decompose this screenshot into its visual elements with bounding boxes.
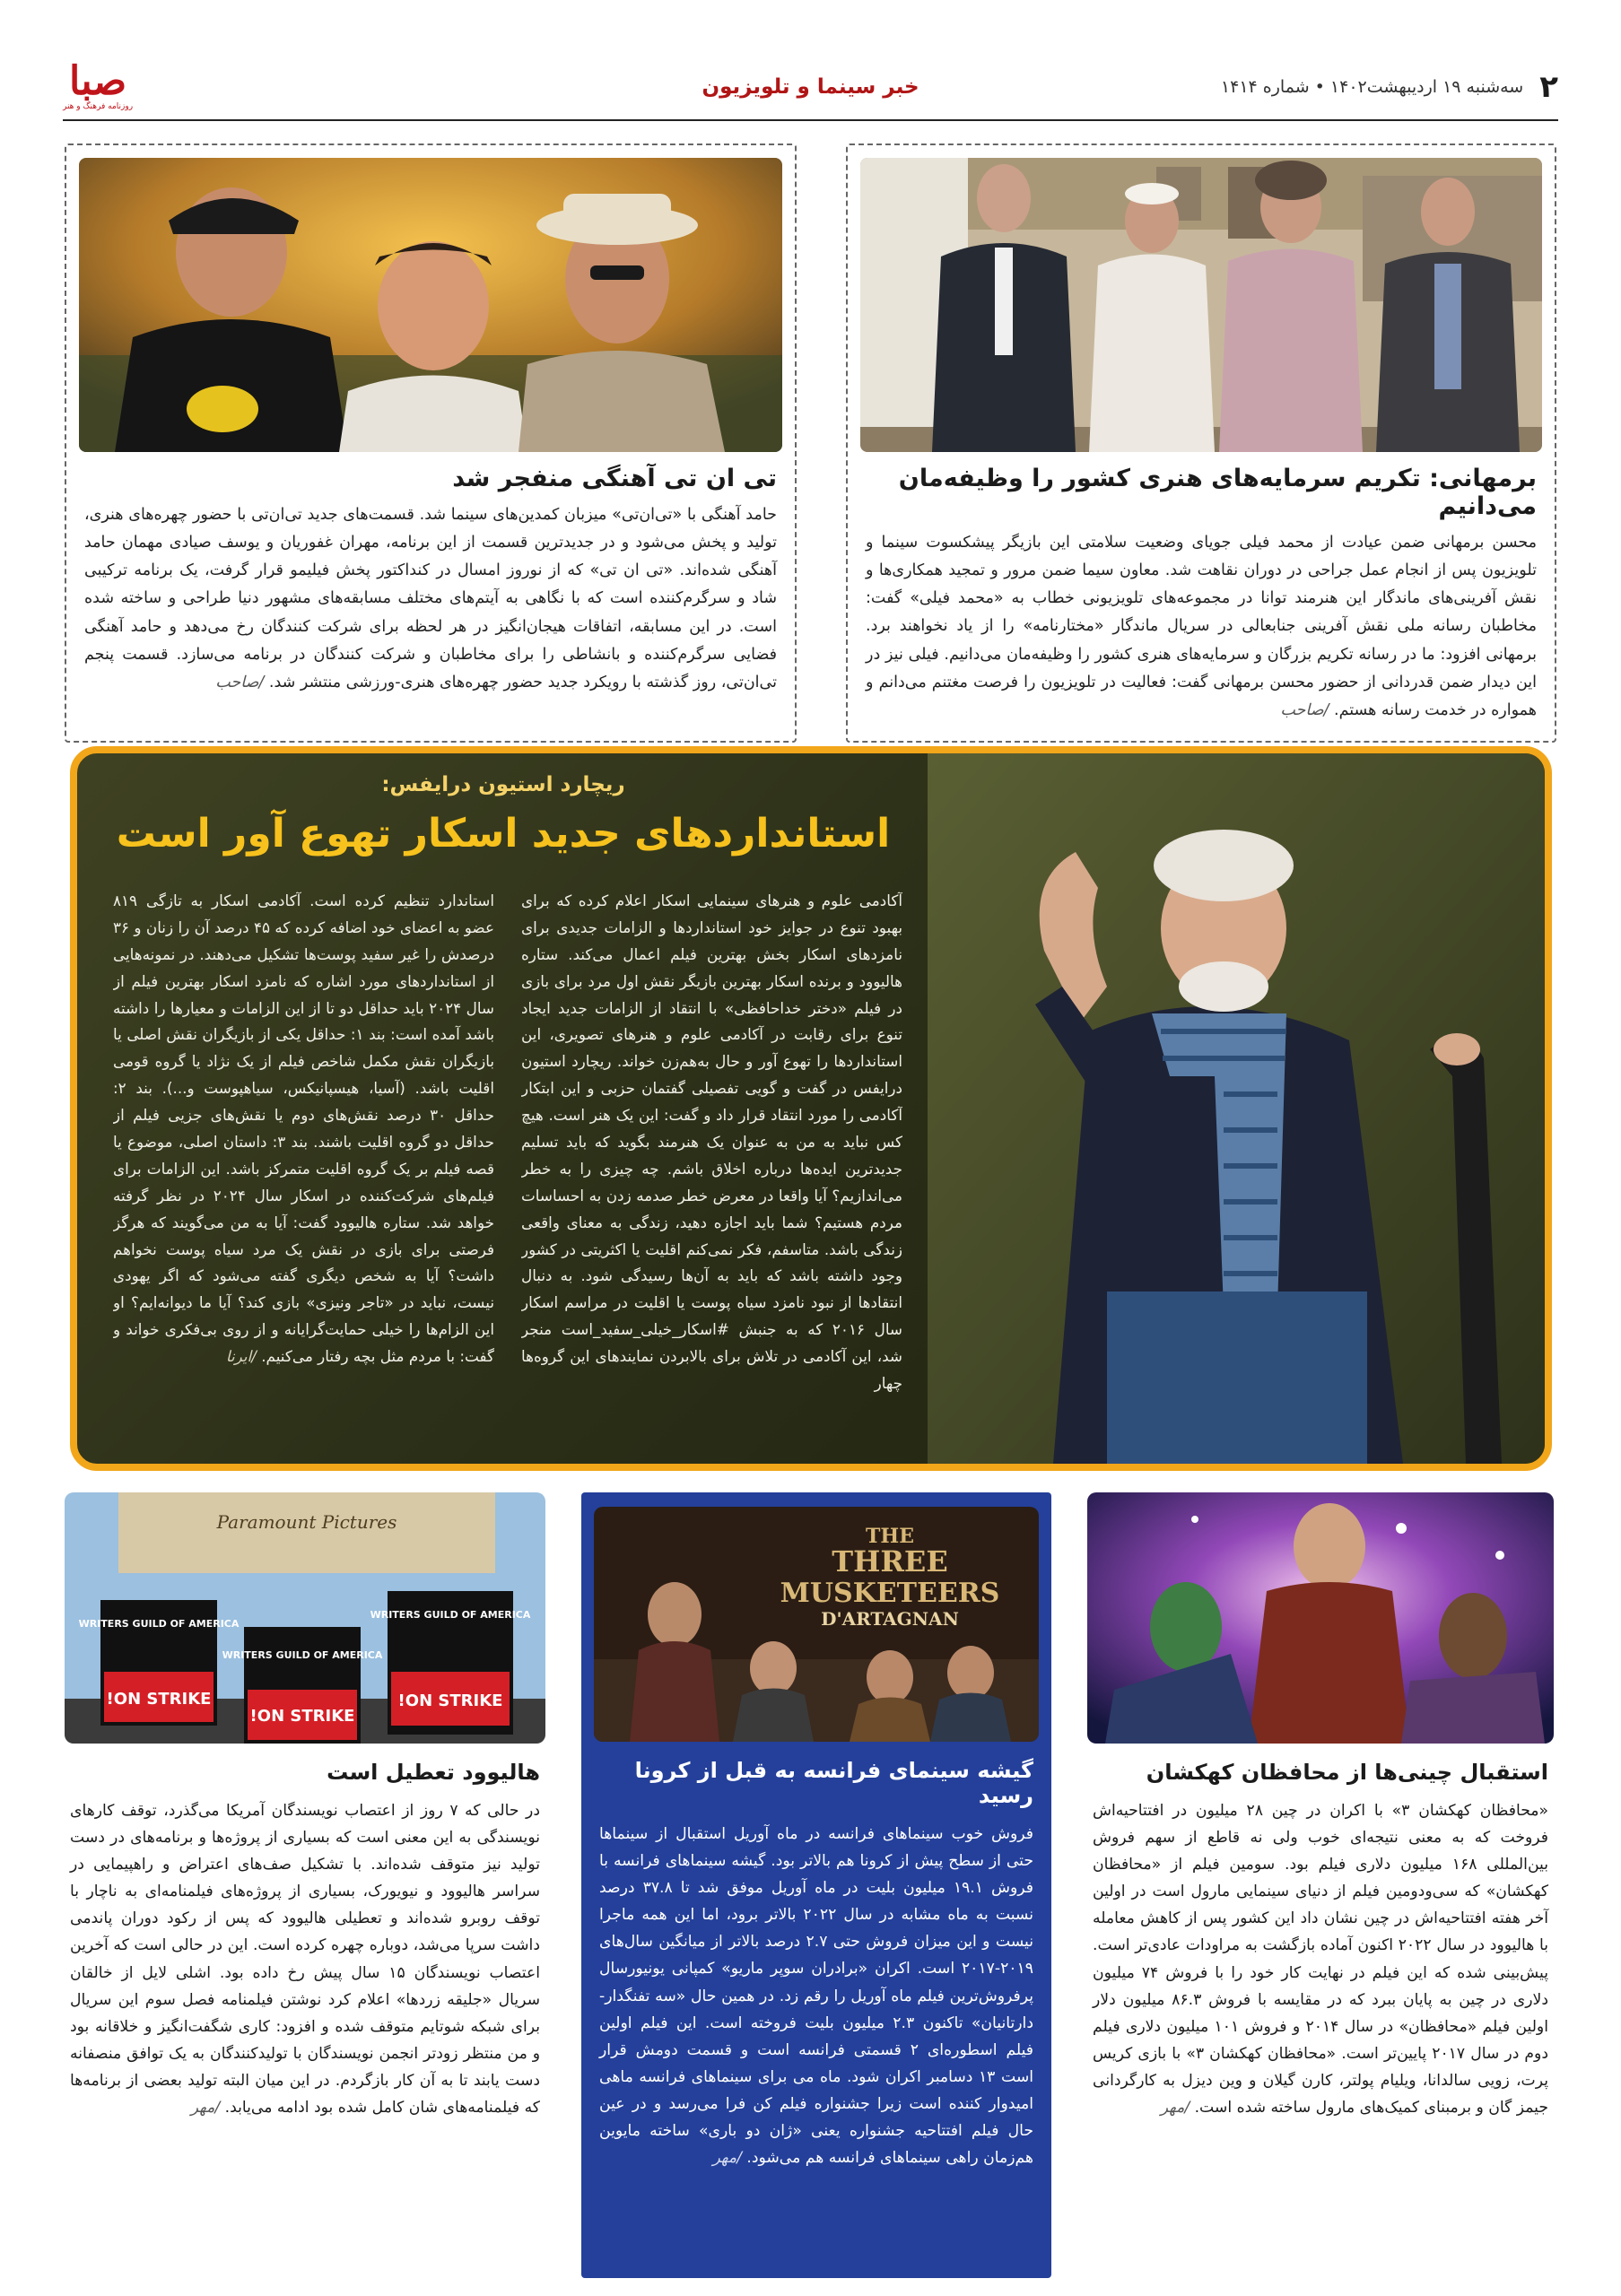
poster-title-musketeers: MUSKETEERS: [780, 1578, 1000, 1609]
musketeers-poster: [594, 1507, 1039, 1742]
header-meta: [1221, 69, 1558, 105]
visit-photo-illustration: [860, 158, 1542, 452]
guardians-poster: [1087, 1492, 1554, 1744]
musketeers-illustration: [594, 1507, 1039, 1742]
sign-3-strike: ON STRIKE!: [397, 1692, 503, 1710]
blue-box: [581, 1492, 1051, 2278]
tnt-photo-illustration: [79, 158, 782, 452]
poster-title-three: THREE: [832, 1544, 948, 1578]
strike-sign-2: [222, 1627, 383, 1744]
feature-title: استانداردهای جدید اسکار تهوع آور است: [116, 811, 891, 857]
sign-2-guild: WRITERS GUILD OF AMERICA: [222, 1649, 383, 1661]
page-number: ۲: [1539, 68, 1558, 105]
body-text: فروش خوب سینماهای فرانسه در ماه آوریل استقبال از سینماها حتی از سطح پیش از کرونا هم بالاتر بود. گیشه سینماهای فرانسه با فروش ۱۹.۱ میلیون بلیت در ماه آوریل موفق شد تا ۳۷.۸ درصد نسبت به ماه مشابه در سال ۲۰۲۲ بالاتر برود، اما این همه ماجرا نیست و این میزان فروش حتی ۲.۷ درصد بالاتر از میانگین سال‌های ۲۰۱۹-۲۰۱۷ است. اکران «برادران سوپر ماریو» کمپانی یونیورسال پرفروش‌ترین فیلم ماه آوریل را رقم زد. در همین حال «سه تفنگدار-دارتانیان» تاکنون ۲.۳ میلیون بلیت فروخته است. این فیلم اولین فیلم اسطوره‌ای ۲ قسمتی فرانسه است و قسمت دومش قرار است ۱۳ دسامبر اکران شود. ماه می برای سینماهای فرانسه ماهی امیدوار کننده است زیرا جشنواره فیلم کن فرا می‌رسد و در عین حال فیلم افتتاحیه جشنواره یعنی «ژان دو باری» ساخته مایوین هم‌زمان راهی سینماهای فرانسه هم می‌شود.: [599, 1825, 1033, 2168]
sign-1-guild: WRITERS GUILD OF AMERICA: [78, 1618, 240, 1630]
feature-columns: [113, 888, 902, 1448]
headline: گیشه سینمای فرانسه به قبل از کرونا رسید: [634, 1758, 1033, 1808]
dreyfuss-illustration: [928, 753, 1552, 1464]
headline: برمهانی: تکریم سرمایه‌های هنری کشور را وظیفه‌مان می‌دانیم: [898, 465, 1537, 520]
feature-column-right: آکادمی علوم و هنرهای سینمایی اسکار اعلام کرده که برای بهبود تنوع در جوایز خود استانداردها و الزامات جدیدی برای نامزدهای اسکار بخش بهترین فیلم اعمال می‌کند. ستاره هالیوود و برنده اسکار بهترین بازیگر نقش اول مرد برای بازی در فیلم «دختر خداحافظی» با انتقاد از الزامات جدید ایجاد تنوع برای رقابت در آکادمی علوم و هنرهای تصویری، این استانداردها را تهوع آور و حال به‌هم‌زن خواند. ریچارد استیون درایفس در گفت و گویی تفصیلی گفتمان حزبی و این ابتکار آکادمی را مورد انتقاد قرار داد و گفت: این یک هنر است. هیچ کس نباید به من به عنوان یک هنرمند بگوید که باید تسلیم جدیدترین ایده‌ها درباره اخلاق باشم. چه چیزی را به خطر می‌اندازیم؟ آیا واقعا در معرض خطر صدمه زدن به احساسات مردم هستیم؟ شما باید اجازه دهید، زندگی به معنای واقعی زندگی باشد. متاسفم، فکر نمی‌کنم اقلیت یا اکثریتی در کشور وجود داشته باشد که باید به آن‌ها رسیدگی شود. به دنبال انتقادها از نبود نامزد سیاه پوست یا اقلیت در مراسم اسکار سال ۲۰۱۶ که به جنبش #اسکار_خیلی_سفید_است منجر شد، این آکادمی در تلاش برای بالابردن نمایندهای این گروه‌ها چهار: [521, 891, 902, 1393]
article-body: [594, 1821, 1039, 2171]
story-top-right: [846, 144, 1556, 743]
strike-sign-3: [370, 1591, 531, 1735]
guardians-illustration: [1087, 1492, 1554, 1744]
story-bottom-middle: [581, 1492, 1051, 2278]
body-text: استاندارد تنظیم کرده است. آکادمی اسکار به تازگی ۸۱۹ عضو به اعضای خود اضافه کرده که ۴۵ درصد آن را زنان و ۳۶ درصدش را غیر سفید پوست‌ها تشکیل می‌دهند. در نمونه‌هایی از استانداردهای مورد اشاره که نامزد اسکار بهترین فیلم از سال ۲۰۲۴ باید حداقل دو تا از این الزامات و معیارها را داشته باشد آمده است: بند ۱: حداقل یکی از بازیگران نقش اصلی یا بازیگران نقش مکمل شاخص فیلم از یک نژاد یا گروه قومی اقلیت باشد. (آسیا، هیسپانیکس، سیاهپوست و...). بند ۲: حداقل ۳۰ درصد نقش‌های دوم یا نقش‌های جزیی فیلم از حداقل دو گروه اقلیت باشند. بند ۳: داستان اصلی، موضوع یا قصه فیلم بر یک گروه اقلیت متمرکز باشد. این الزامات برای فیلم‌های شرکت‌کننده در اسکار سال ۲۰۲۴ در نظر گرفته خواهد شد. ستاره هالیوود گفت: آیا به من می‌گویند که هرگز فرصتی برای بازی در نقش یک مرد سیاه پوست نخواهم داشت؟ آیا به شخص دیگری گفته می‌شود که اگر یهودی نیست، نباید در «تاجر ونیزی» بازی کند؟ آیا ما دیوانه‌ایم؟ او این الزام‌ها را خیلی حمایت‌گرایانه و از روی بی‌فکری خواند و گفت: با مردم مثل بچه رفتار می‌کنیم.: [113, 891, 494, 1366]
sign-1-strike: ON STRIKE!: [106, 1690, 212, 1709]
story-bottom-left: [65, 1492, 545, 2278]
logo: [63, 58, 134, 111]
logo-subtitle: روزنامه فرهنگ و هنر: [63, 102, 134, 111]
headline: تی ان تی آهنگی منفجر شد: [452, 465, 777, 492]
sign-3-guild: WRITERS GUILD OF AMERICA: [370, 1609, 531, 1621]
headline: استقبال چینی‌ها از محافظان کهکشان: [1146, 1760, 1548, 1785]
credit: /ایرنا: [225, 1347, 257, 1366]
section-title: خبر سینما و تلویزیون: [702, 74, 919, 99]
feature-column-left: [113, 888, 494, 1448]
poster-title-the: THE: [866, 1525, 914, 1548]
article-body: [79, 501, 782, 697]
article-body: [65, 1797, 545, 2121]
feature-story: [70, 746, 1552, 1471]
visit-photo: [860, 158, 1542, 452]
strike-illustration: [65, 1492, 545, 1744]
credit: /مهر: [190, 2099, 221, 2118]
story-top-left: [65, 144, 797, 743]
credit: /صاحب: [215, 673, 265, 691]
poster-title-dartagnan: D'ARTAGNAN: [821, 1608, 959, 1630]
story-bottom-right: [1087, 1492, 1554, 2278]
body-text: حامد آهنگی با «تی‌ان‌تی» میزبان کمدین‌های سینما شد. قسمت‌های جدید تی‌ان‌تی با حضور چهره‌های هنری، تولید و پخش می‌شود و در جدیدترین قسمت از این برنامه، مهران غفوریان و یوسف صیادی مهمان حامد آهنگی شده‌اند. «تی ان تی» که از نوروز امسال در کنداکتور پخش فیلیمو قرار گرفت، یک برنامه ترکیبی شاد و سرگرم‌کننده است که با نگاهی به آیتم‌های مختلف مسابقه‌های مشهور دنیا طراحی و ساخته شده است. در این مسابقه، اتفاقات هیجان‌انگیز در هر لحظه برای شرکت کنندگان رخ می‌دهد و حامد آهنگی فضایی سرگرم‌کننده و بانشاطی را برای مخاطبان و شرکت کنندگان در برنامه می‌سازد. قسمت پنجم تی‌ان‌تی، روز گذشته با رویکرد جدید حضور چهره‌های هنری-ورزشی منتشر شد.: [84, 506, 777, 691]
strike-sign-1: [79, 1600, 240, 1726]
logo-text: صبا: [69, 58, 127, 104]
sign-2-strike: ON STRIKE!: [249, 1707, 355, 1726]
tnt-photo: [79, 158, 782, 452]
strike-photo: [65, 1492, 545, 1744]
headline: هالیوود تعطیل است: [327, 1760, 540, 1785]
credit: /صاحب: [1280, 700, 1329, 719]
issue-line: سه‌شنبه ۱۹ اردیبهشت۱۴۰۲ • شماره ۱۴۱۴: [1220, 76, 1524, 97]
paramount-gate-sign: Paramount Pictures: [216, 1511, 397, 1533]
body-text: «محافظان کهکشان ۳» با اکران در چین ۲۸ میلیون در افتتاحیه‌اش فروخت که به معنی نتیجه‌ای خوب ولی نه قاطع از سهم فروش بین‌المللی ۱۶۸ میلیون دلاری فیلم بود. سومین فیلم از «محافظان کهکشان» که سی‌ودومین فیلم از دنیای سینمایی مارول است در اولین آخر هفته افتتاحیه‌اش در چین نشان داد این کشور پس از کاهش معامله با هالیوود در سال ۲۰۲۲ اکنون آماده بازگشت به مراودات عادی‌تر است. پیش‌بینی شده که این فیلم در نهایت کار خود را با فروش ۷۴ میلیون دلاری در چین به پایان ببرد که در مقایسه با فروش ۸۶.۳ میلیون دلار اولین فیلم «محافظان» در سال ۲۰۱۴ و فروش ۱۰۱ میلیون دلاری فیلم دوم در سال ۲۰۱۷ پایین‌تر است. «محافظان کهکشان ۳» با بازی کریس پرت، زویی سالدانا، ویلیام پولتر، کارن گیلان و وین دیزل به کارگردانی جیمز گان و برمبنای کمیک‌های مارول ساخته شده است.: [1093, 1802, 1549, 2118]
article-body: [1087, 1797, 1554, 2121]
page-header: [63, 54, 1558, 121]
body-text: در حالی که ۷ روز از اعتصاب نویسندگان آمریکا می‌گذرد، توقف کارهای نویسندگی به این معنی است که بسیاری از پروژه‌ها و برنامه‌های در دست تولید نیز متوقف شده‌اند. با تشکیل صف‌های اعتراض و راهپیمایی در سراسر هالیوود و نیویورک، بسیاری از پروژه‌های فیلمنامه‌ای به ناچار با توقف روبرو شده‌اند و تعطیلی هالیوود که پس از رکود دوران پاندمی داشت سرپا می‌شد، دوباره چهره کرده است. این در حالی است که آخرین اعتصاب نویسندگان ۱۵ سال پیش رخ داده بود. اشلی لایل از خالقان سریال «جلیقه زردها» اعلام کرد نوشتن فیلمنامه فصل سوم این سریال برای شبکه شوتایم متوقف شده و افزود: کاری شگفت‌انگیز و خلاقانه بود و من منتظر زودتر انجمن نویسندگان با تولیدکنندگان به یک توافق منصفانه دست یابند تا به آن کار بازگردم. در این میان البته تولید بعضی از برنامه‌ها که فیلمنامه‌های شان کامل شده بود ادامه می‌یابد.: [70, 1802, 540, 2118]
feature-kicker: ریچارد استیون درایفس:: [381, 773, 625, 796]
body-text: محسن برمهانی ضمن عیادت از محمد فیلی جویای وضعیت سلامتی این بازیگر پیشکسوت سینما و تلویزیون پس از انجام عمل جراحی در دوران نقاهت شد. معاون سیما ضمن مرور و تمجید همکاری‌ها و نقش آفرینی‌های ماندگار این هنرمند توانا در مجموعه‌های تلویزیونی خطاب به «محمد فیلی» گفت: مخاطبان رسانه ملی نقش آفرینی جنابعالی در سریال ماندگار «مختارنامه» را از یاد نخواهند برد. برمهانی افزود: ما در رسانه تکریم بزرگان و سرمایه‌های هنری کشور را وظیفه‌مان می‌دانیم. فیلی نیز در این دیدار ضمن قدردانی از حضور محسن برمهانی گفت: فعالیت در تلویزیون را فرصت مغتنم می‌دانم و همواره در خدمت رسانه هستم.: [866, 534, 1537, 719]
article-body: [860, 529, 1542, 725]
credit: /مهر: [1160, 2099, 1190, 2118]
dreyfuss-photo: [928, 753, 1552, 1464]
credit: /مهر: [712, 2149, 742, 2168]
